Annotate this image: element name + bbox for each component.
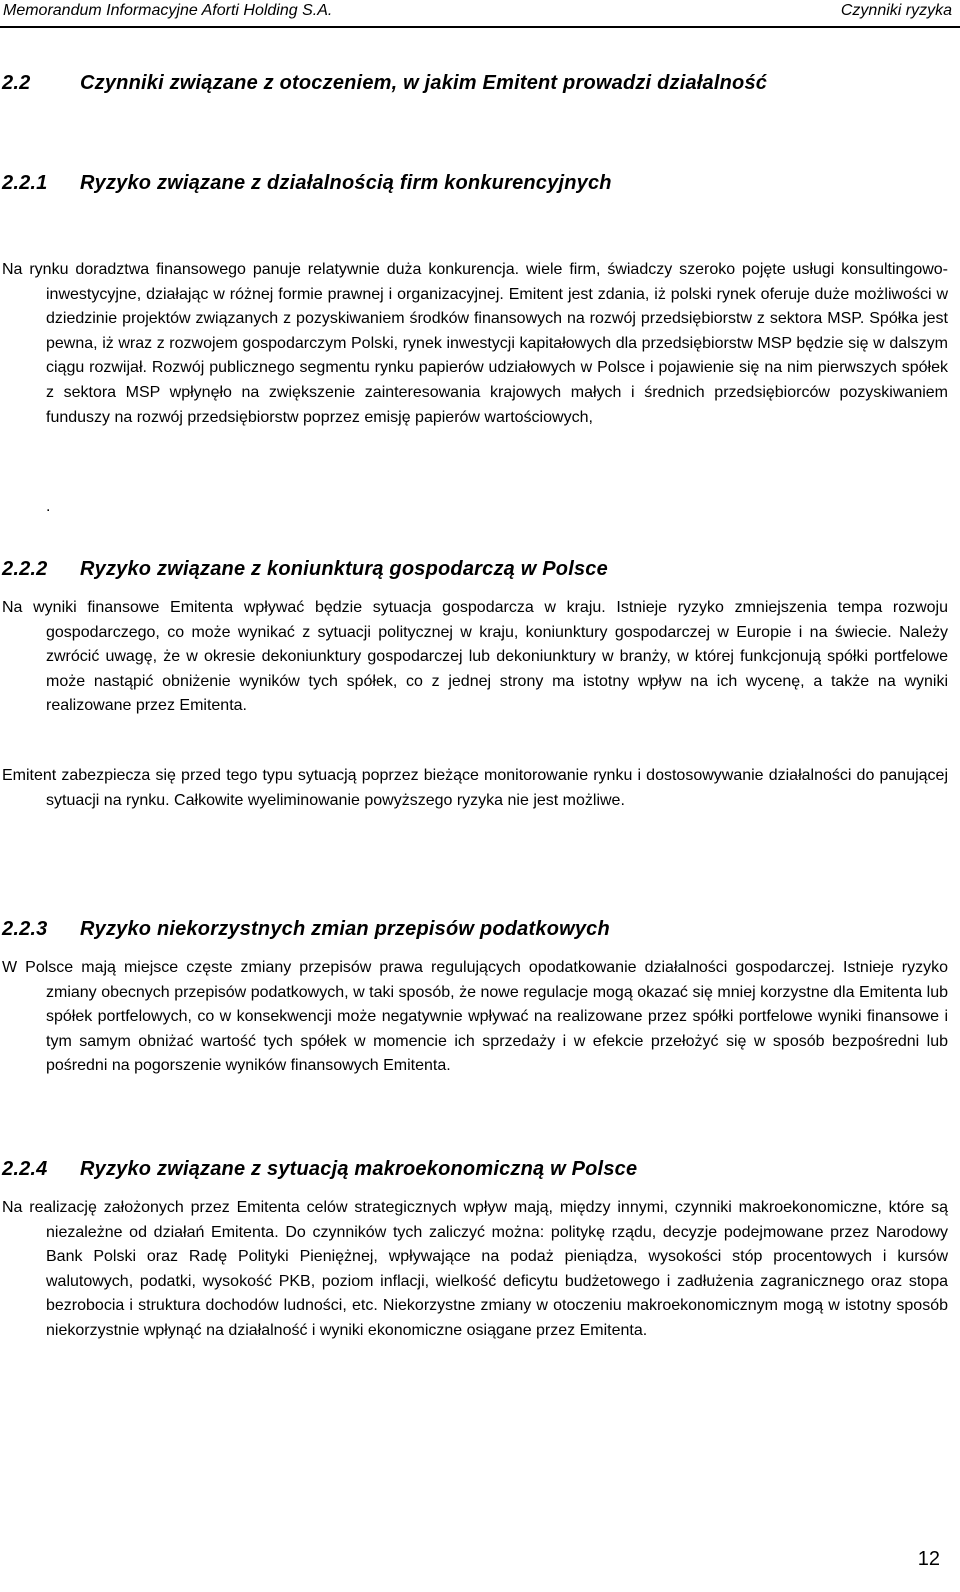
heading-number: 2.2.4 [2,1158,48,1180]
header-document-title: Memorandum Informacyjne Aforti Holding S.A. [3,2,333,19]
header-rule [0,26,960,28]
heading-number: 2.2.2 [2,558,48,580]
running-header [0,0,960,27]
heading-2-2 [2,72,767,95]
paragraph-competition: Na rynku doradztwa finansowego panuje relatywnie duża konkurencja. wiele firm, świadczy szeroko pojęte usługi konsultingowo-inwestycyjne, działając w różnej formie prawnej i organizacyjnej. Emitent jest zdania, iż polski rynek oferuje duże możliwości w dziedzinie projektów związanych z pozyskiwaniem środków finansowych na rozwój przedsiębiorstw z sektora MSP. Spółka jest pewna, iż wraz z rozwojem gospodarczym Polski, rynek inwestycji kapitałowych dla przedsiębiorstw MSP będzie się w dalszym ciągu rozwijał. Rozwój publicznego segmentu rynku papierów udziałowych w Polsce i pojawienie się na nim pierwszych spółek z sektora MSP wpłynęło na zwiększenie zainteresowania krajowych małych i średnich przedsiębiorców pozyskiwaniem funduszy na rozwój przedsiębiorstw poprzez emisję papierów wartościowych, [2,261,948,426]
header-chapter-title: Czynniki ryzyka [840,2,952,19]
heading-2-2-2 [2,558,608,581]
heading-text: Czynniki związane z otoczeniem, w jakim Emitent prowadzi działalność [80,72,768,94]
heading-number: 2.2.1 [2,172,48,194]
paragraph-macroeconomic: Na realizację założonych przez Emitenta celów strategicznych wpływ mają, między innymi, czynniki makroekonomiczne, które są niezależne od działań Emitenta. Do czynników tych zaliczyć można: politykę rządu, decyzje podejmowane przez Narodowy Bank Polski oraz Radę Polityki Pieniężnej, wpływające na podaż pieniądza, wysokości stóp procentowych i kursów walutowych, podatki, wysokość PKB, poziom inflacji, wielkość deficytu budżetowego i zadłużenia zagranicznego oraz stopa bezrobocia i struktura dochodów ludności, etc. Niekorzystne zmiany w otoczeniu makroekonomicznym mogą w istotny sposób niekorzystnie wpłynąć na działalność i wyniki ekonomiczne osiągane przez Emitenta. [2,1199,948,1339]
heading-text: Ryzyko związane z działalnością firm konkurencyjnych [80,172,612,194]
heading-2-2-1 [2,172,612,195]
paragraph-risk-mitigation: Emitent zabezpiecza się przed tego typu sytuacją poprzez bieżące monitorowanie rynku i dostosowywanie działalności do panującej sytuacji na rynku. Całkowite wyeliminowanie powyższego ryzyka nie jest możliwe. [2,767,948,809]
heading-number: 2.2.3 [2,918,48,940]
heading-text: Ryzyko związane z sytuacją makroekonomiczną w Polsce [80,1158,638,1180]
page-number: 12 [917,1548,940,1570]
paragraph-economic-situation: Na wyniki finansowe Emitenta wpływać będzie sytuacja gospodarcza w kraju. Istnieje ryzyko zmniejszenia tempa rozwoju gospodarczego, co może wynikać z sytuacji politycznej w kraju, koniunktury gospodarczej w Europie i na świecie. Należy zwrócić uwagę, że w okresie dekoniunktury gospodarczej lub dekoniunktury w branży, w której funkcjonują spółki portfelowe może nastąpić obniżenie wyników tych spółek, co z jednej strony ma istotny wpływ na ich wycenę, a także na wyniki realizowane przez Emitenta. [2,599,948,715]
heading-text: Ryzyko niekorzystnych zmian przepisów podatkowych [80,918,610,940]
heading-number: 2.2 [2,72,31,94]
paragraph-tax-regulations: W Polsce mają miejsce częste zmiany przepisów prawa regulujących opodatkowanie działalności gospodarczej. Istnieje ryzyko zmiany obecnych przepisów podatkowych, w taki sposób, że nowe regulacje mogą okazać się mniej korzystne dla Emitenta lub spółek portfelowych, co w konsekwencji może negatywnie wpływać na realizowane przez spółki portfelowe wyniki finansowe i tym samym obniżać wartość tych spółek w momencie ich sprzedaży i w efekcie przełożyć się w sposób bezpośredni lub pośredni na pogorszenie wyników finansowych Emitenta. [2,959,948,1075]
heading-2-2-3 [2,918,610,941]
heading-2-2-4 [2,1158,637,1181]
heading-text: Ryzyko związane z koniunkturą gospodarczą w Polsce [80,558,608,580]
stray-dot: . [46,498,51,515]
